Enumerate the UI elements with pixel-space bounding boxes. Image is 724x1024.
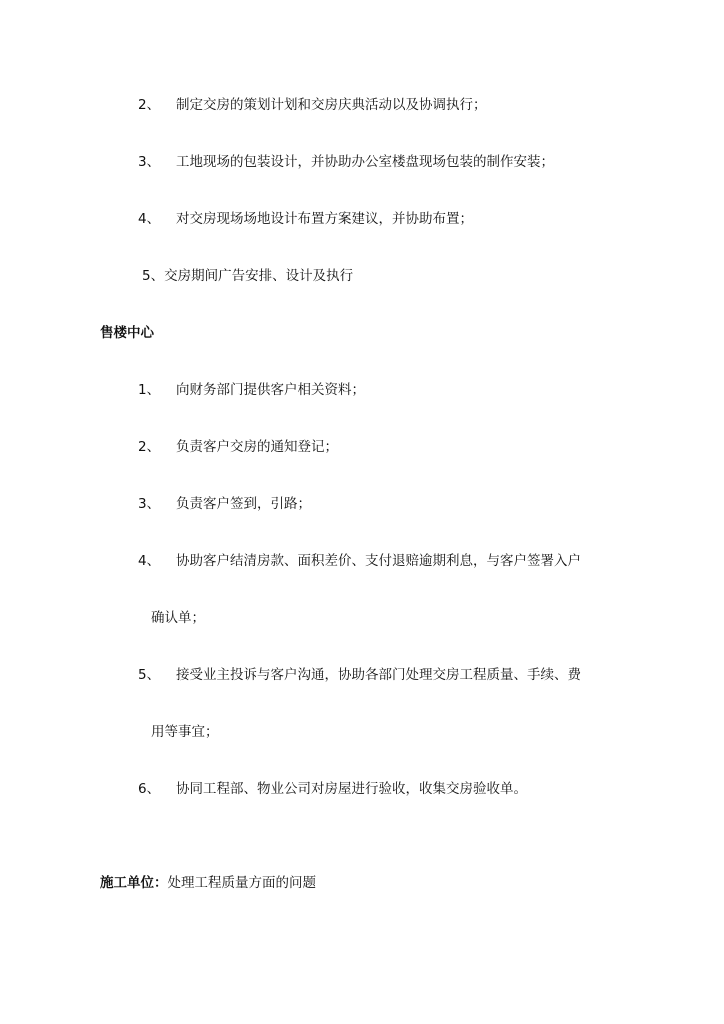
item-number: 2、 <box>138 97 161 113</box>
item-text: 制定交房的策划计划和交房庆典活动以及协调执行； <box>176 97 487 113</box>
item-number: 2、 <box>138 439 161 455</box>
item-number: 1、 <box>138 382 161 398</box>
list-item <box>138 210 473 228</box>
construction-unit-label: 施工单位： <box>100 875 168 891</box>
item-text: 工地现场的包装设计，并协助办公室楼盘现场包装的制作安装； <box>176 154 554 170</box>
item-text: 负责客户交房的通知登记； <box>176 439 338 455</box>
item-text: 5、交房期间广告安排、设计及执行 <box>142 268 354 284</box>
list-item <box>142 267 353 285</box>
list-item <box>138 666 581 684</box>
list-item <box>138 780 527 798</box>
item-text: 接受业主投诉与客户沟通，协助各部门处理交房工程质量、手续、费 <box>176 667 581 683</box>
construction-unit-text: 处理工程质量方面的问题 <box>167 875 316 891</box>
item-number: 4、 <box>138 553 161 569</box>
item-number: 4、 <box>138 211 161 227</box>
item-number: 3、 <box>138 496 161 512</box>
item-number: 6、 <box>138 781 161 797</box>
list-item <box>138 153 554 171</box>
item-text: 协助客户结清房款、面积差价、支付退赔逾期利息，与客户签署入户 <box>176 553 581 569</box>
item-number: 3、 <box>138 154 161 170</box>
item-number: 5、 <box>138 667 161 683</box>
list-item <box>138 552 581 570</box>
list-item <box>138 96 487 114</box>
item-text: 对交房现场场地设计布置方案建议，并协助布置； <box>176 211 473 227</box>
section-heading: 售楼中心 <box>100 325 154 341</box>
list-item <box>138 495 311 513</box>
item-text: 负责客户签到，引路； <box>176 496 311 512</box>
item-text: 协同工程部、物业公司对房屋进行验收，收集交房验收单。 <box>176 781 527 797</box>
list-item <box>138 381 365 399</box>
list-item <box>138 438 338 456</box>
list-item-continuation: 用等事宜； <box>151 724 219 740</box>
construction-unit-line <box>100 874 316 892</box>
item-text: 向财务部门提供客户相关资料； <box>176 382 365 398</box>
list-item-continuation: 确认单； <box>151 610 205 626</box>
